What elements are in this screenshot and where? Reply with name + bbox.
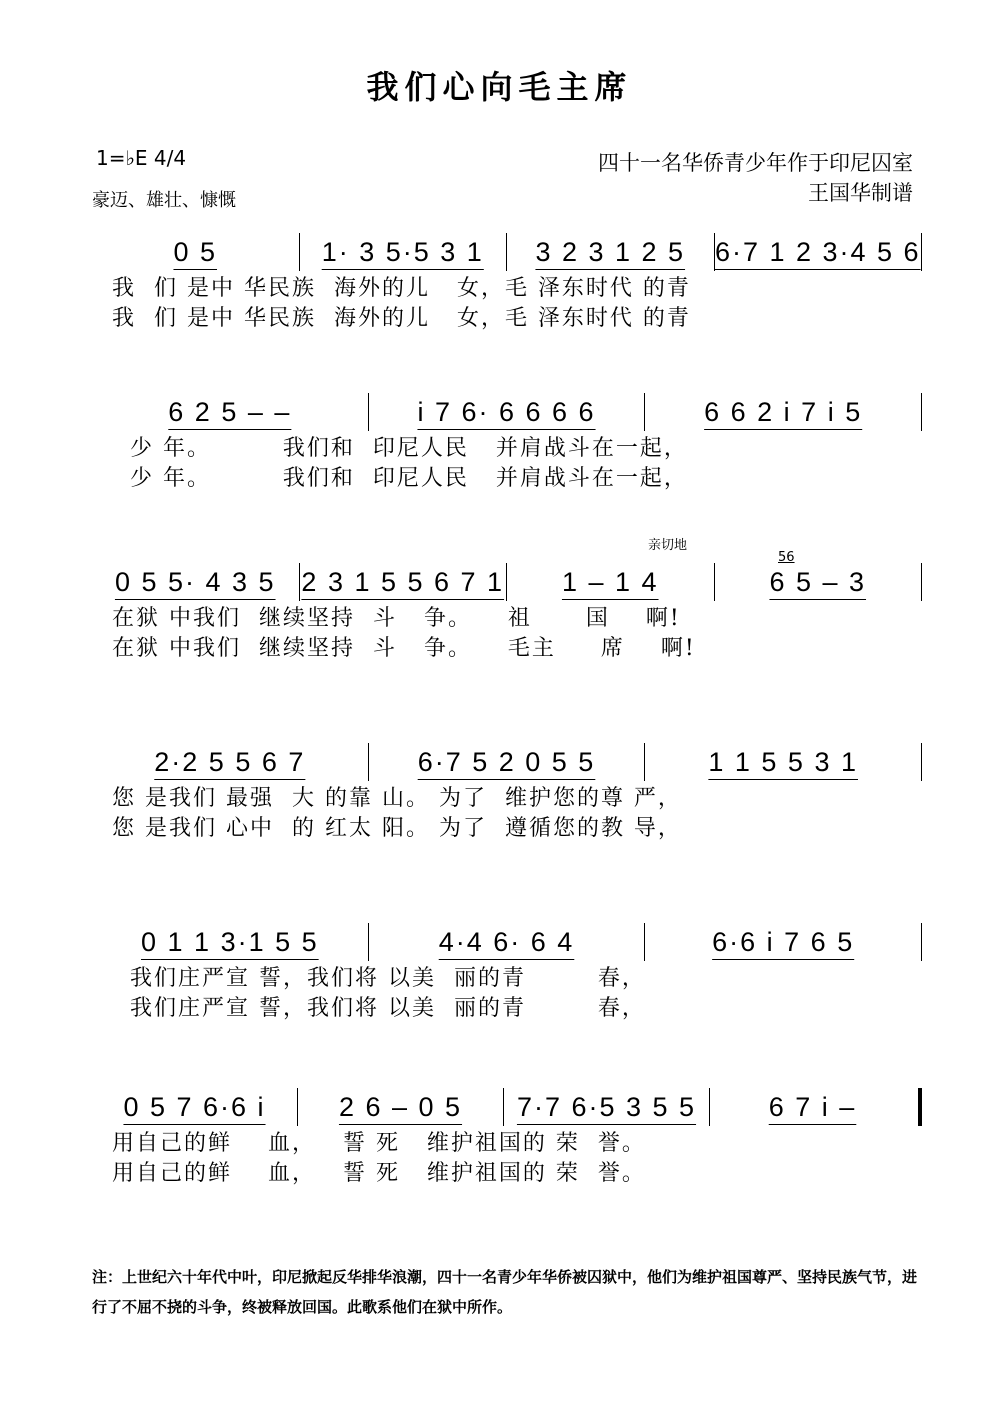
measure: 1 – 1 4 bbox=[561, 566, 659, 597]
notation-line bbox=[92, 920, 922, 964]
lyrics-verse: 用自己的鲜 血， 誓 死 维护祖国的 荣 誉。 bbox=[112, 1161, 646, 1186]
lyrics-verse: 在狱 中我们 继续坚持 斗 争。 毛主 席 啊! bbox=[112, 636, 696, 661]
notation-line bbox=[92, 740, 922, 784]
lyrics-verse: 我们庄严宣 誓，我们将 以美 丽的青 春， bbox=[112, 996, 646, 1021]
lyrics-verse: 少 年。 我们和 印尼人民 并肩战斗在一起， bbox=[112, 466, 688, 491]
lyrics-verse: 我 们 是中 华民族 海外的儿 女，毛 泽东时代 的青 bbox=[112, 306, 691, 331]
notation-line bbox=[92, 390, 922, 434]
tempo-marking: 豪迈、雄壮、慷慨 bbox=[92, 190, 236, 211]
author-line-1: 四十一名华侨青少年作于印尼囚室 bbox=[598, 151, 913, 175]
music-system bbox=[92, 560, 922, 664]
measure: 4·4 6· 6 4 bbox=[438, 926, 575, 957]
key-signature: 1=♭E 4/4 bbox=[96, 146, 187, 170]
measure: 6 7 i – bbox=[768, 1091, 857, 1122]
bar-line bbox=[921, 233, 922, 271]
author-credit bbox=[598, 148, 913, 208]
music-system bbox=[92, 920, 922, 1024]
grace-notes: 56 bbox=[778, 550, 795, 565]
music-system bbox=[92, 390, 922, 494]
measure: 6·6 i 7 6 5 bbox=[712, 926, 855, 957]
measure: 6 6 2 i 7 i 5 bbox=[704, 396, 863, 427]
measure: 6·7 5 2 0 5 5 bbox=[417, 746, 596, 777]
measure: 6·7 1 2 3·4 5 6 bbox=[714, 236, 921, 267]
measure: 2·2 5 5 6 7 bbox=[154, 746, 306, 777]
measure: 3 2 3 1 2 5 bbox=[535, 236, 686, 267]
notation-line bbox=[92, 1085, 922, 1129]
bar-line bbox=[921, 743, 922, 781]
expression-marking: 亲切地 bbox=[648, 538, 688, 553]
lyrics-verse: 您 是我们 心中 的 红太 阳。 为了 遵循您的教 导， bbox=[112, 816, 682, 841]
song-title: 我们心向毛主席 bbox=[366, 68, 633, 106]
measure: 6 5 – 3 bbox=[769, 566, 867, 597]
measure: 0 5 5· 4 3 5 bbox=[114, 566, 276, 597]
measure: 0 1 1 3·1 5 5 bbox=[141, 926, 319, 957]
bar-line bbox=[918, 1088, 922, 1126]
measure: 2 3 1 5 5 6 7 1 bbox=[301, 566, 505, 597]
bar-line bbox=[921, 393, 922, 431]
footnote: 注：上世纪六十年代中叶，印尼掀起反华排华浪潮，四十一名青少年华侨被囚狱中，他们为维护祖国尊严、坚持民族气节，进行了不屈不挠的斗争，终被释放回国。此歌系他们在狱中所作。 bbox=[92, 1268, 918, 1316]
bar-line bbox=[921, 563, 922, 601]
music-system bbox=[92, 230, 922, 334]
author-line-2: 王国华制谱 bbox=[808, 181, 913, 205]
measure: 0 5 bbox=[173, 236, 218, 267]
bar-line bbox=[921, 923, 922, 961]
lyrics-verse: 我 们 是中 华民族 海外的儿 女，毛 泽东时代 的青 bbox=[112, 276, 691, 301]
measure: 2 6 – 0 5 bbox=[338, 1091, 463, 1122]
lyrics-verse: 在狱 中我们 继续坚持 斗 争。 祖 国 啊! bbox=[112, 606, 681, 631]
measure: i 7 6· 6 6 6 6 bbox=[417, 396, 596, 427]
notation-line bbox=[92, 230, 922, 274]
measure: 1· 3 5·5 3 1 bbox=[321, 236, 484, 267]
lyrics-verse: 用自己的鲜 血， 誓 死 维护祖国的 荣 誉。 bbox=[112, 1131, 646, 1156]
measure: 7·7 6·5 3 5 5 bbox=[516, 1091, 697, 1122]
measure: 1 1 5 5 3 1 bbox=[708, 746, 858, 777]
lyrics-verse: 我们庄严宣 誓，我们将 以美 丽的青 春， bbox=[112, 966, 646, 991]
music-system bbox=[92, 1085, 922, 1189]
measure: 6 2 5 – – bbox=[168, 396, 292, 427]
lyrics-verse: 少 年。 我们和 印尼人民 并肩战斗在一起， bbox=[112, 436, 688, 461]
measure: 0 5 7 6·6 i bbox=[123, 1091, 266, 1122]
music-system bbox=[92, 740, 922, 844]
notation-line bbox=[92, 560, 922, 604]
lyrics-verse: 您 是我们 最强 大 的靠 山。 为了 维护您的尊 严， bbox=[112, 786, 682, 811]
